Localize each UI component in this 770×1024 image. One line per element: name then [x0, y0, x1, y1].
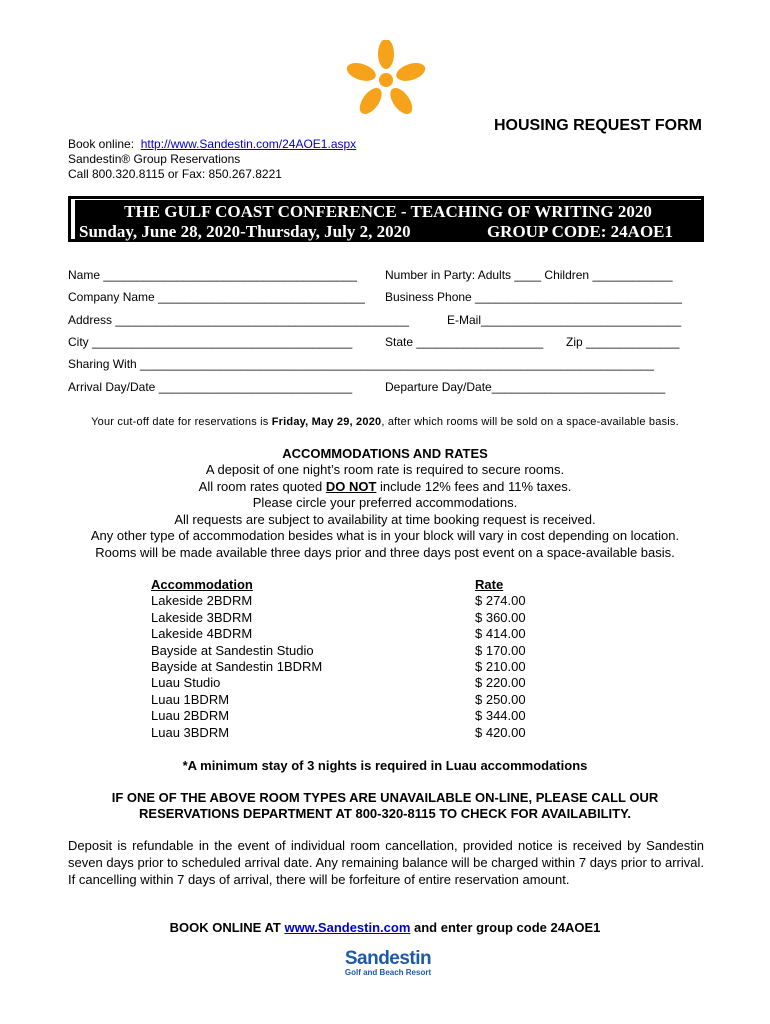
- contact-info: [68, 137, 356, 182]
- rate-row-name[interactable]: Lakeside 2BDRM: [151, 593, 253, 609]
- company-field[interactable]: Company Name _______________________________: [68, 290, 365, 304]
- page-title: HOUSING REQUEST FORM: [493, 117, 702, 134]
- cutoff-prefix: Your cut-off date for reservations is: [91, 416, 272, 428]
- rate-row-name[interactable]: Luau 1BDRM: [151, 691, 230, 707]
- rate-header: Rate: [475, 577, 504, 592]
- form-row-sharing: [68, 357, 704, 373]
- acc-line-1: A deposit of one night’s room rate is required to secure rooms.: [205, 462, 565, 477]
- rate-row-value: $ 210.00: [475, 659, 526, 675]
- address-field[interactable]: Address ____________________________________________: [68, 313, 410, 327]
- acc-line-2-suffix: include 12% fees and 11% taxes.: [376, 478, 572, 494]
- email-field[interactable]: E-Mail______________________________: [447, 313, 682, 327]
- rate-row-value: $ 250.00: [475, 691, 526, 707]
- acc-line-3: Please circle your preferred accommodations.: [252, 495, 518, 510]
- arrival-field[interactable]: Arrival Day/Date _____________________________: [68, 380, 353, 394]
- warning-line-2: RESERVATIONS DEPARTMENT AT 800-320-8115 TO CHECK FOR AVAILABILITY.: [139, 806, 631, 821]
- accommodation-column: [151, 577, 431, 741]
- rate-row-value: $ 220.00: [475, 675, 526, 691]
- cutoff-notice: [0, 416, 770, 428]
- brand-tagline: Golf and Beach Resort: [344, 968, 432, 977]
- accommodations-heading: ACCOMMODATIONS AND RATES: [282, 446, 488, 461]
- rate-column: [475, 577, 575, 741]
- book-online-footer: [0, 920, 770, 935]
- book-online-suffix: and enter group code 24AOE1: [410, 920, 601, 935]
- departure-field[interactable]: Departure Day/Date__________________________: [385, 380, 666, 394]
- rate-row-name[interactable]: Luau 3BDRM: [151, 724, 230, 740]
- book-online-label: Book online:: [68, 137, 135, 151]
- zip-field[interactable]: Zip ______________: [566, 335, 680, 349]
- rate-row-value: $ 274.00: [475, 593, 526, 609]
- brand-name: Sandestin: [344, 948, 432, 969]
- accommodation-header: Accommodation: [151, 577, 253, 592]
- warning-line-1: IF ONE OF THE ABOVE ROOM TYPES ARE UNAVAILABLE ON-LINE, PLEASE CALL OUR: [111, 790, 659, 805]
- sand-dollar-logo-icon: [346, 40, 426, 120]
- party-field[interactable]: Number in Party: Adults ____ Children ____________: [385, 268, 673, 282]
- form-row-arrival: [68, 380, 704, 396]
- group-reservations-text: Sandestin® Group Reservations: [68, 152, 241, 166]
- acc-line-5: Any other type of accommodation besides what is in your block will vary in cost depending on location.: [90, 528, 680, 543]
- minimum-stay-note: *A minimum stay of 3 nights is required in Luau accommodations: [182, 758, 588, 773]
- rate-row-name[interactable]: Luau Studio: [151, 675, 221, 691]
- accommodations-text: [0, 462, 770, 561]
- deposit-policy: Deposit is refundable in the event of individual room cancellation, provided notice is received by Sandestin seven days prior to scheduled arrival date. Any remaining balance will be charged within 7 days prior to arrival. If cancelling within 7 days of arrival, there will be forfeiture of entire reservation amount.: [68, 838, 704, 887]
- form-row-company: [68, 290, 704, 306]
- conference-dates: Sunday, June 28, 2020-Thursday, July 2, 2020: [79, 222, 411, 241]
- sharing-field[interactable]: Sharing With _____________________________________________________________________________: [68, 357, 654, 371]
- state-field[interactable]: State ___________________: [385, 335, 544, 349]
- rate-row-value: $ 414.00: [475, 626, 526, 642]
- book-online-link[interactable]: http://www.Sandestin.com/24AOE1.aspx: [140, 137, 357, 151]
- acc-line-2-prefix: All room rates quoted: [198, 478, 326, 494]
- sandestin-link[interactable]: www.Sandestin.com: [284, 920, 411, 935]
- book-online-prefix: BOOK ONLINE AT: [169, 920, 285, 935]
- rate-row-name[interactable]: Bayside at Sandestin 1BDRM: [151, 659, 323, 675]
- form-row-address: [68, 313, 704, 329]
- form-row-name: [68, 268, 704, 284]
- call-fax-text: Call 800.320.8115 or Fax: 850.267.8221: [68, 167, 282, 181]
- rate-row-name[interactable]: Bayside at Sandestin Studio: [151, 642, 314, 658]
- rate-row-value: $ 344.00: [475, 708, 526, 724]
- name-field[interactable]: Name ______________________________________: [68, 268, 357, 282]
- acc-line-2-emph: DO NOT: [325, 478, 377, 494]
- rate-row-name[interactable]: Lakeside 4BDRM: [151, 626, 253, 642]
- conference-banner: [68, 196, 704, 242]
- acc-line-6: Rooms will be made available three days prior and three days post event on a space-available basis.: [95, 544, 675, 560]
- acc-line-2: [0, 479, 770, 496]
- rate-row-value: $ 360.00: [475, 609, 526, 625]
- group-code: GROUP CODE: 24AOE1: [486, 222, 673, 241]
- rate-row-value: $ 170.00: [475, 642, 526, 658]
- rate-row-value: $ 420.00: [475, 724, 526, 740]
- city-field[interactable]: City _______________________________________: [68, 335, 353, 349]
- business-phone-field[interactable]: Business Phone _______________________________: [385, 290, 682, 304]
- rate-row-name[interactable]: Luau 2BDRM: [151, 708, 230, 724]
- cutoff-date: Friday, May 29, 2020: [271, 416, 382, 428]
- form-row-city: [68, 335, 704, 351]
- availability-warning: [0, 790, 770, 822]
- acc-line-4: All requests are subject to availability at time booking request is received.: [174, 511, 596, 527]
- cutoff-suffix: , after which rooms will be sold on a space-available basis.: [381, 416, 679, 428]
- sandestin-brand-logo: [338, 948, 438, 977]
- conference-title: THE GULF COAST CONFERENCE - TEACHING OF WRITING 2020: [124, 202, 652, 221]
- rate-row-name[interactable]: Lakeside 3BDRM: [151, 609, 253, 625]
